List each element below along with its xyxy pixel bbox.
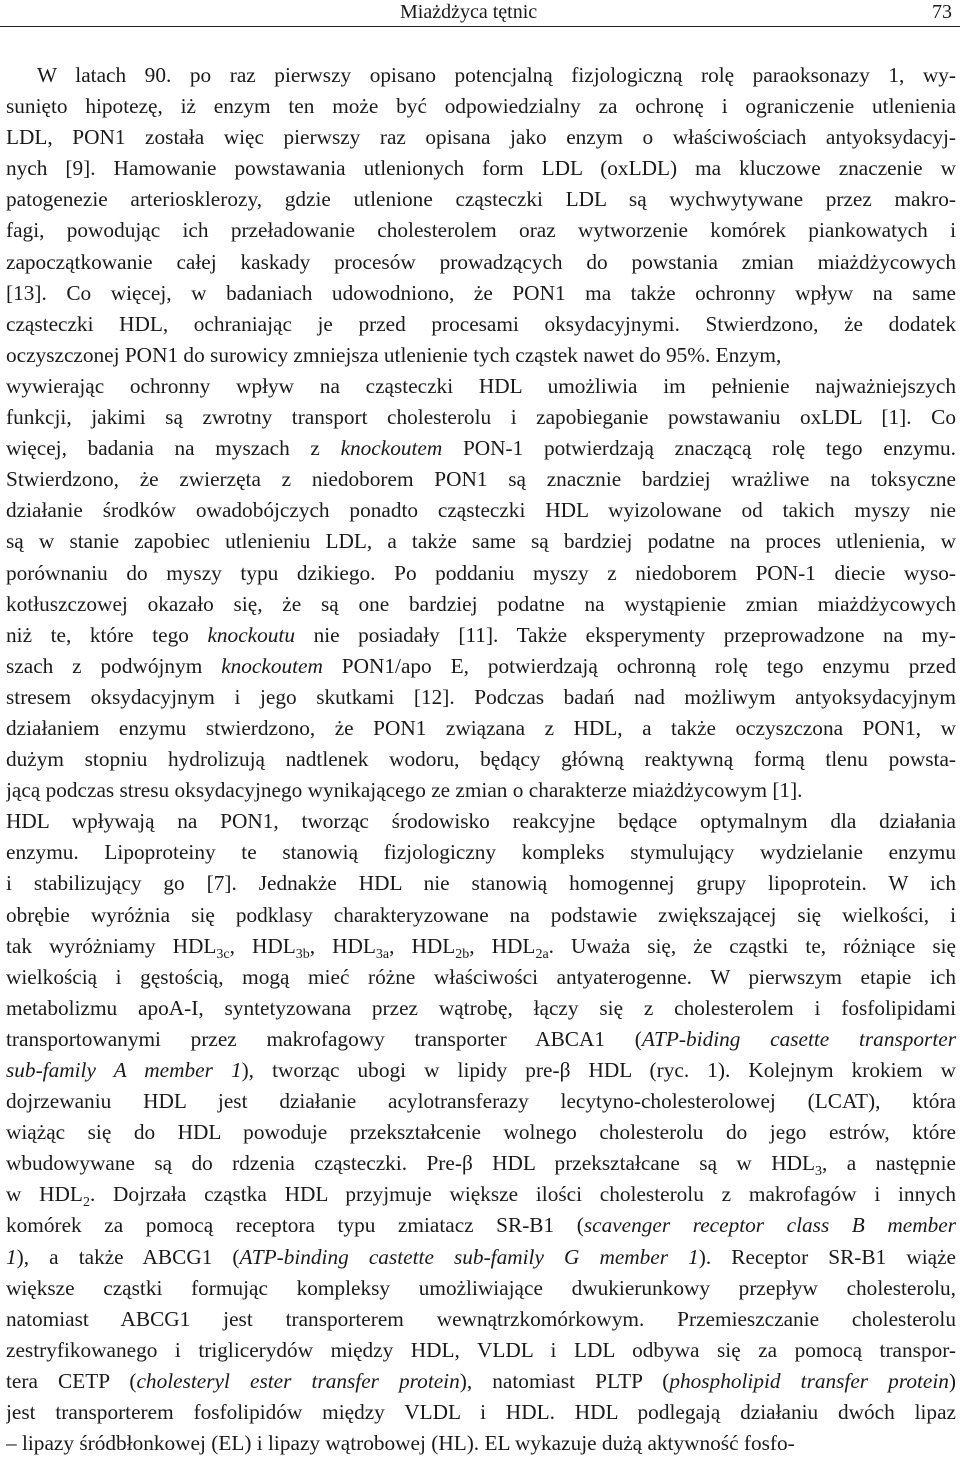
text-run: ). Receptor SR-B1 wiąże	[698, 1244, 956, 1269]
italic-text: phospholipid transfer protein	[669, 1368, 949, 1393]
italic-text: scavenger receptor class B member	[583, 1213, 956, 1238]
text-run: wiążąc się do HDL powoduje przekształcenie wolnego cholesterolu do jego estrów, które	[6, 1120, 956, 1145]
text-line	[6, 1117, 956, 1148]
text-line	[6, 1304, 956, 1335]
italic-text: knockoutem	[221, 653, 323, 678]
text-run: metabolizmu apoA-I, syntetyzowana przez wątrobę, łączy się z cholesterolem i fosfolipidami	[6, 995, 956, 1020]
italic-text: knockoutem	[340, 436, 443, 461]
text-line	[6, 91, 956, 122]
text-line	[6, 153, 956, 184]
text-line	[6, 713, 956, 744]
text-line	[6, 1210, 956, 1241]
text-line	[6, 402, 956, 433]
subscript: 3	[814, 1164, 822, 1180]
text-run: funkcji, jakimi są zwrotny transport cholesterolu i zapobieganie powstawaniu oxLDL [1]. Co	[6, 405, 956, 430]
text-line	[6, 1179, 956, 1210]
text-line	[6, 651, 956, 682]
subscript: 3a	[375, 946, 390, 962]
text-run: porównaniu do myszy typu dzikiego. Po poddaniu myszy z niedoborem PON-1 diecie wyso-	[6, 560, 956, 585]
text-line	[6, 558, 956, 589]
text-run: zapoczątkowanie całej kaskady procesów prowadzących do powstania zmian miażdżycowych	[6, 249, 956, 274]
text-line	[6, 837, 956, 868]
subscript: 3b	[295, 946, 310, 962]
text-run: . Dojrzała cząstka HDL przyjmuje większe ilości cholesterolu z makrofagów i innych	[89, 1182, 956, 1207]
running-title: Miażdżyca tętnic	[400, 1, 538, 23]
text-line	[6, 1086, 956, 1117]
text-run: jącą podczas stresu oksydacyjnego wynikającego ze zmian o charakterze miażdżycowym [1].	[6, 778, 803, 803]
text-run: dojrzewaniu HDL jest działanie acylotransferazy lecytyno-cholesterolowej (LCAT), która	[6, 1089, 956, 1114]
text-line	[6, 464, 956, 495]
text-line	[6, 900, 956, 931]
text-run: tera CETP (	[6, 1368, 137, 1393]
text-run: więcej, badania na myszach z	[6, 436, 341, 461]
text-line	[6, 1335, 956, 1366]
text-line	[6, 1055, 956, 1086]
text-line	[6, 931, 956, 962]
body-text	[6, 60, 956, 1459]
text-line	[6, 215, 956, 246]
text-run: działaniem enzymu stwierdzono, że PON1 związana z HDL, a także oczyszczona PON1, w	[6, 715, 956, 740]
text-run: niż te, które tego	[6, 622, 208, 647]
text-run: )	[948, 1368, 956, 1393]
text-run: , a następnie	[821, 1151, 956, 1176]
text-line	[6, 868, 956, 899]
subscript: 2	[82, 1195, 90, 1211]
italic-text: ATP-binding castette sub-family G member 1	[239, 1244, 699, 1269]
text-line	[6, 1148, 956, 1179]
text-run: i stabilizujący go [7]. Jednakże HDL nie stanowią homogennej grupy lipoprotein. W ich	[6, 871, 956, 896]
text-run: szach z podwójnym	[6, 653, 222, 678]
text-line	[6, 775, 956, 806]
text-line	[6, 526, 956, 557]
text-run: cząsteczki HDL, ochraniając je przed procesami oksydacyjnymi. Stwierdzono, że dodatek	[6, 311, 956, 336]
text-run: tak wyróżniamy HDL	[6, 933, 217, 958]
subscript: 2a	[535, 946, 549, 962]
running-header	[0, 0, 960, 27]
text-run: stresem oksydacyjnym i jego skutkami [12]. Podczas badań nad możliwym antyoksydacyjnym	[6, 684, 956, 709]
text-run: patogenezie arteriosklerozy, gdzie utlenione cząsteczki LDL są wychwytywane przez makro-	[6, 187, 956, 212]
text-run: Stwierdzono, że zwierzęta z niedoborem PON1 są znacznie bardziej wrażliwe na toksyczne	[6, 467, 956, 492]
text-line	[6, 278, 956, 309]
text-run: większe cząstki formując kompleksy umożliwiające dwukierunkowy przepływ cholesterolu,	[6, 1275, 956, 1300]
page-number: 73	[932, 1, 952, 23]
text-line	[6, 122, 956, 153]
text-run: są w stanie zapobiec utlenieniu LDL, a także same są bardziej podatne na proces utlenienia, w	[6, 529, 956, 554]
text-run: dużym stopniu hydrolizują nadtlenek wodoru, będący główną reaktywną formą tlenu powsta-	[6, 747, 956, 772]
text-line	[6, 993, 956, 1024]
text-run: zestryfikowanego i triglicerydów między HDL, VLDL i LDL odbywa się za pomocą transpor-	[6, 1337, 956, 1362]
text-run: PON1/apo E, potwierdzają ochronną rolę tego enzymu przed	[322, 653, 956, 678]
text-run: PON-1 potwierdzają znaczącą rolę tego enzymu.	[442, 436, 956, 461]
italic-text: 1	[6, 1244, 17, 1269]
text-line	[6, 1366, 956, 1397]
italic-text: cholesteryl ester transfer protein	[136, 1368, 460, 1393]
text-line	[6, 620, 956, 651]
text-run: transportowanymi przez makrofagowy transporter ABCA1 (	[6, 1026, 642, 1051]
text-run: W latach 90. po raz pierwszy opisano potencjalną fizjologiczną rolę paraoksonazy 1, wy-	[37, 63, 956, 87]
subscript: 2b	[455, 946, 470, 962]
text-run: oczyszczonej PON1 do surowicy zmniejsza utlenienie tych cząstek nawet do 95%. Enzym,	[6, 342, 782, 367]
text-run: HDL wpływają na PON1, tworząc środowisko reakcyjne będące optymalnym dla działania	[6, 809, 956, 834]
text-line	[6, 309, 956, 340]
text-run: , HDL	[229, 933, 296, 958]
text-run: wbudowywane są do rdzenia cząsteczki. Pre-β HDL przekształcane są w HDL	[6, 1151, 815, 1176]
text-run: ), natomiast PLTP (	[459, 1368, 670, 1393]
text-line	[6, 1273, 956, 1304]
text-line	[6, 589, 956, 620]
text-run: ), a także ABCG1 (	[16, 1244, 240, 1269]
text-run: ), tworząc ubogi w lipidy pre-β HDL (ryc. 1). Kolejnym krokiem w	[241, 1058, 956, 1082]
text-run: [13]. Co więcej, w badaniach udowodniono, że PON1 ma także ochronny wpływ na same	[6, 280, 956, 305]
text-line	[6, 1428, 956, 1459]
text-run: wielkością i gęstością, mogą mieć różne właściwości antyaterogenne. W pierwszym etapie ich	[6, 964, 956, 989]
text-line	[6, 744, 956, 775]
text-line	[6, 1242, 956, 1273]
italic-text: knockoutu	[207, 622, 295, 647]
text-line	[6, 962, 956, 993]
text-run: jest transporterem fosfolipidów między VLDL i HDL. HDL podlegają działaniu dwóch lipaz	[6, 1400, 956, 1425]
text-line	[6, 682, 956, 713]
text-run: w HDL	[6, 1182, 83, 1207]
subscript: 3c	[216, 946, 230, 962]
text-run: komórek za pomocą receptora typu zmiatacz SR-B1 (	[6, 1213, 584, 1238]
text-run: enzymu. Lipoproteiny te stanowią fizjologiczny kompleks stymulujący wydzielanie enzymu	[6, 840, 956, 865]
text-line	[6, 495, 956, 526]
text-run: kotłuszczowej okazało się, że są one bardziej podatne na wystąpienie zmian miażdżycowych	[6, 591, 956, 616]
text-run: , HDL	[389, 933, 456, 958]
text-run: . Uważa się, że cząstki te, różniące się	[548, 933, 956, 958]
text-line	[6, 806, 956, 837]
text-run: – lipazy śródbłonkowej (EL) i lipazy wątrobowej (HL). EL wykazuje dużą aktywność fosfo-	[6, 1431, 795, 1456]
text-run: sunięto hipotezę, iż enzym ten może być odpowiedzialny za ochronę i ograniczenie utlenienia	[6, 94, 956, 119]
text-run: fagi, powodując ich przeładowanie cholesterolem oraz wytworzenie komórek piankowatych i	[6, 218, 956, 243]
text-line	[6, 1397, 956, 1428]
text-run: działanie środków owadobójczych ponadto cząsteczki HDL wyizolowane od takich myszy nie	[6, 498, 956, 523]
text-run: , HDL	[309, 933, 376, 958]
text-line	[6, 184, 956, 215]
text-line	[6, 247, 956, 278]
text-line	[6, 340, 956, 371]
text-run: obrębie wyróżnia się podklasy charakteryzowane na podstawie zwiększającej się wielkości, i	[6, 902, 956, 927]
text-run: , HDL	[469, 933, 536, 958]
text-run: wywierając ochronny wpływ na cząsteczki HDL umożliwia im pełnienie najważniejszych	[6, 373, 956, 398]
text-line	[6, 433, 956, 464]
text-line	[6, 60, 956, 91]
text-run: natomiast ABCG1 jest transporterem wewnątrzkomórkowym. Przemieszczanie cholesterolu	[6, 1306, 956, 1331]
text-run: LDL, PON1 została więc pierwszy raz opisana jako enzym o właściwościach antyoksydacyj-	[6, 125, 956, 150]
text-run: nie posiadały [11]. Także eksperymenty przeprowadzone na my-	[294, 622, 956, 647]
text-run: nych [9]. Hamowanie powstawania utlenionych form LDL (oxLDL) ma kluczowe znaczenie w	[6, 156, 956, 181]
italic-text: sub-family A member 1	[6, 1058, 242, 1082]
text-line	[6, 1024, 956, 1055]
text-line	[6, 371, 956, 402]
italic-text: ATP-biding casette transporter	[641, 1026, 956, 1051]
